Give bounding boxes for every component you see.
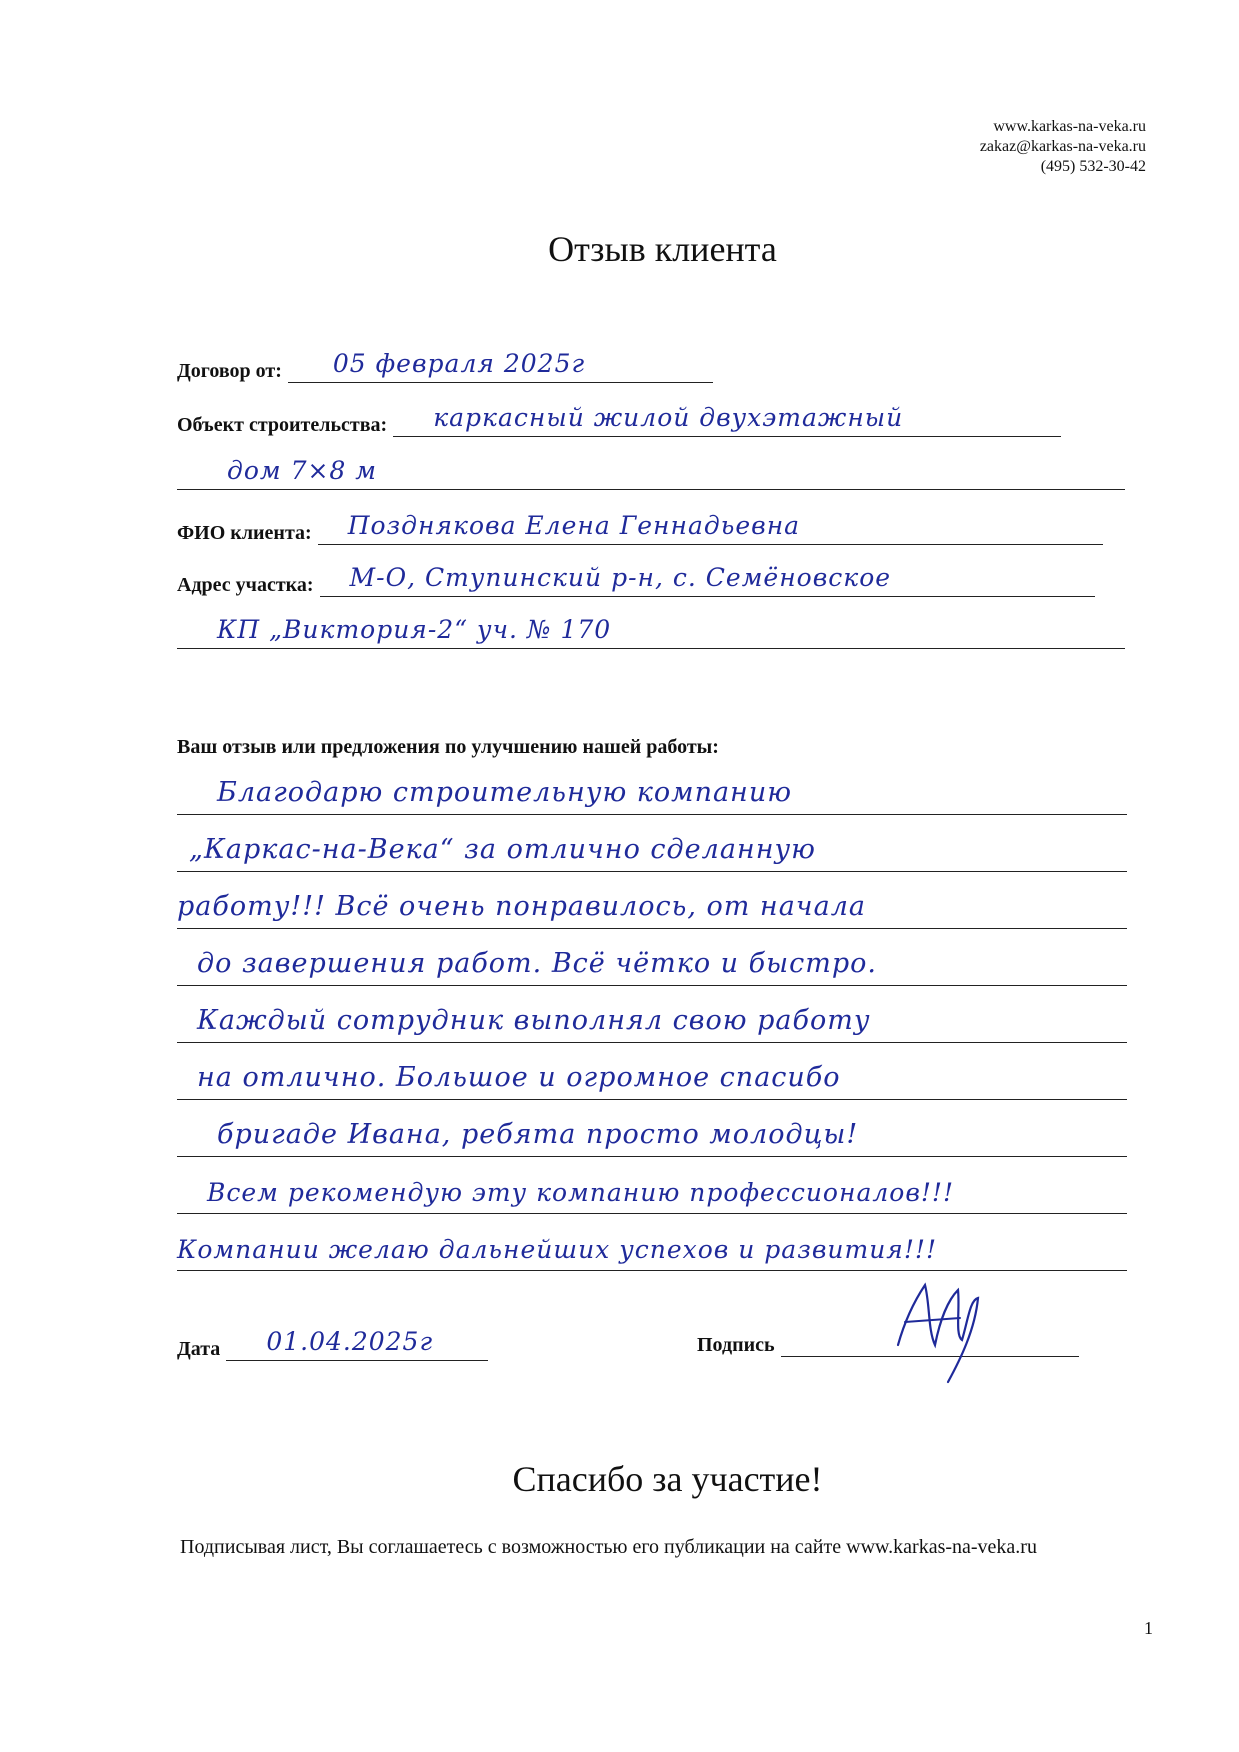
date-value: 01.04.2025г	[266, 1327, 434, 1356]
client-value: Позднякова Елена Геннадьевна	[347, 511, 801, 540]
contract-value: 05 февраля 2025г	[332, 349, 586, 378]
review-text-line: на отлично. Большое и огромное спасибо	[197, 1062, 841, 1093]
review-label: Ваш отзыв или предложения по улучшению нашей работы:	[177, 736, 719, 758]
client-label: ФИО клиента:	[177, 522, 312, 544]
phone-text: (495) 532-30-42	[1040, 158, 1146, 175]
object-value-line1: каркасный жилой двухэтажный	[433, 403, 904, 432]
thanks-message: Спасибо за участие!	[512, 1459, 823, 1499]
review-text-line: Компании желаю дальнейших успехов и развития!!!	[177, 1235, 938, 1264]
review-text-line: Всем рекомендую эту компанию профессионалов!!!	[207, 1178, 955, 1207]
review-text-line: до завершения работ. Всё чётко и быстро.	[197, 948, 877, 979]
object-label: Объект строительства:	[177, 414, 388, 436]
page-number: 1	[1144, 1618, 1153, 1638]
signature-label: Подпись	[697, 1334, 775, 1356]
address-value-line2: КП „Виктория-2“ уч. № 170	[217, 615, 612, 644]
address-value-line1: М-О, Ступинский р-н, с. Семёновское	[349, 563, 892, 592]
page-title: Отзыв клиента	[548, 229, 777, 269]
review-text-line: „Каркас-на-Века“ за отлично сделанную	[189, 834, 816, 865]
contract-label: Договор от:	[177, 360, 282, 382]
review-text-line: работу!!! Всё очень понравилось, от начала	[177, 891, 866, 922]
object-value-line2: дом 7×8 м	[227, 456, 378, 485]
email-text: zakaz@karkas-na-veka.ru	[979, 138, 1146, 155]
consent-text: Подписывая лист, Вы соглашаетесь с возможностью его публикации на сайте www.karkas-na-veka.ru	[180, 1536, 1037, 1558]
address-label: Адрес участка:	[177, 574, 314, 596]
date-label: Дата	[177, 1338, 221, 1360]
website-text: www.karkas-na-veka.ru	[993, 118, 1146, 135]
review-text-line: Каждый сотрудник выполнял свою работу	[197, 1005, 871, 1036]
review-text-line: Благодарю строительную компанию	[217, 777, 792, 808]
review-text-line: бригаде Ивана, ребята просто молодцы!	[217, 1119, 859, 1150]
